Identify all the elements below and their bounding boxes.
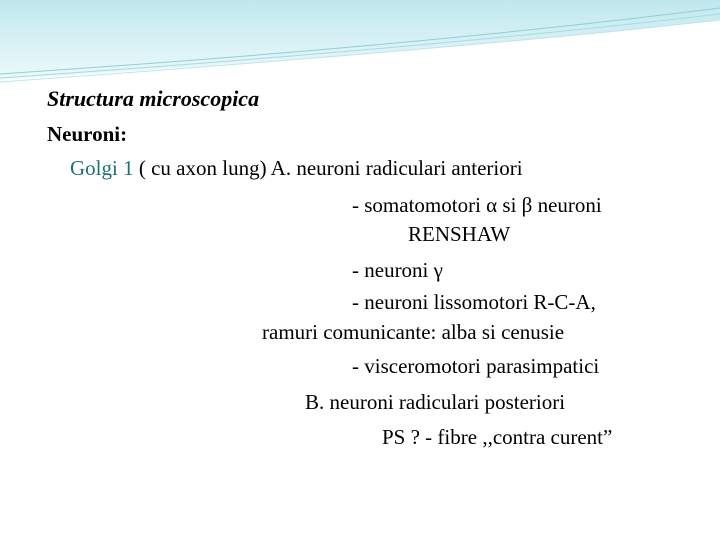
list-line-gamma: - neuroni γ <box>352 258 443 282</box>
list-line-somatomotori: - somatomotori α si β neuroni <box>352 193 602 217</box>
golgi-line <box>70 156 523 180</box>
golgi-description: ( cu axon lung) A. neuroni radiculari anteriori <box>133 156 523 180</box>
list-line-lissomotori: - neuroni lissomotori R-C-A, <box>352 290 596 314</box>
list-line-ramuri: ramuri comunicante: alba si cenusie <box>262 320 565 344</box>
section-heading: Neuroni: <box>47 122 128 146</box>
list-line-posteriori: B. neuroni radiculari posteriori <box>305 390 566 414</box>
golgi-label: Golgi 1 <box>70 156 134 180</box>
list-line-ps: PS ? - fibre ,,contra curent” <box>382 425 613 449</box>
slide-title: Structura microscopica <box>47 86 260 111</box>
list-line-renshaw: RENSHAW <box>408 222 511 246</box>
list-line-visceromotori: - visceromotori parasimpatici <box>352 354 600 378</box>
